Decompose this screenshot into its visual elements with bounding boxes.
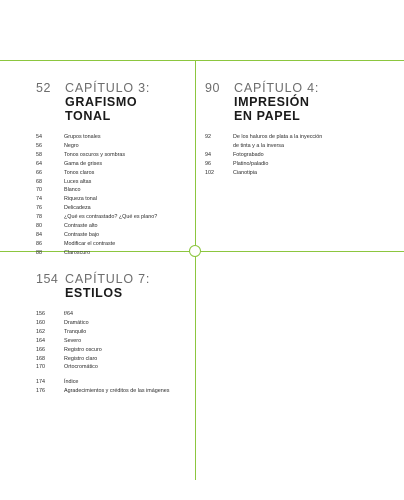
toc-entry-title: Cianotipia: [233, 169, 257, 176]
toc-page-number: 84: [36, 231, 42, 238]
toc-entry: [36, 240, 186, 249]
toc-page-number: 94: [205, 151, 211, 158]
toc-entry: [36, 249, 186, 258]
toc-page-number: 164: [36, 337, 45, 344]
toc-entry: [36, 169, 186, 178]
toc-entry-title: Agradecimientos y créditos de las imágenes: [64, 388, 170, 395]
toc-entry: [205, 169, 375, 178]
toc-entry: [36, 178, 186, 187]
toc-page-number: [205, 142, 233, 151]
toc-entry: [36, 151, 186, 160]
toc-entry-title: Platino/paladio: [233, 160, 269, 167]
chapter-title: ESTILOS: [65, 286, 123, 300]
toc-entry-title: Claroscuro: [64, 249, 91, 256]
chapter-title: GRAFISMO TONAL: [65, 95, 138, 123]
toc-page-number: 162: [36, 328, 45, 335]
toc-entry-title: Gama de grises: [64, 160, 103, 167]
toc-entry-title: Tonos oscuros y sombras: [64, 151, 126, 158]
toc-entry: [36, 310, 186, 319]
toc-page-number: 168: [36, 355, 45, 362]
top-rule: [0, 60, 404, 61]
toc-entry-title: Tonos claros: [64, 169, 95, 176]
toc-entry-title: Severo: [64, 337, 82, 344]
chapter-label: CAPÍTULO 3:: [65, 81, 151, 95]
toc-page-number: 64: [36, 160, 42, 167]
toc-entry: [205, 151, 375, 160]
center-rule: [195, 60, 196, 480]
toc-entry: [36, 363, 186, 372]
toc-entry: [36, 142, 186, 151]
toc-page-number: 96: [205, 160, 211, 167]
chapter-label: CAPÍTULO 7:: [65, 272, 151, 286]
toc-page-number: 70: [36, 187, 42, 194]
chapter-4: [205, 81, 375, 178]
toc-entry-title: Blanco: [64, 187, 81, 194]
chapter-number: 52: [36, 81, 51, 95]
toc-page-number: 76: [36, 205, 42, 212]
toc-page-number: 88: [36, 249, 42, 256]
toc-entry: [205, 133, 375, 142]
toc-entry: [36, 160, 186, 169]
toc-entry-title: Índice: [64, 379, 79, 386]
toc-list: [36, 133, 186, 258]
toc-page-number: 170: [36, 364, 45, 371]
toc-entry-title: Riqueza tonal: [64, 196, 97, 203]
toc-entry-title: Registro claro: [64, 355, 98, 362]
chapter-number: 90: [205, 81, 220, 95]
toc-page-number: 176: [36, 388, 45, 395]
toc-entry-title: f/64: [64, 311, 73, 317]
toc-page-number: 66: [36, 169, 42, 176]
chapter-title: IMPRESIÓN EN PAPEL: [234, 95, 310, 123]
toc-page-number: 58: [36, 151, 42, 158]
toc-entry: [36, 346, 186, 355]
toc-page-number: 160: [36, 319, 45, 326]
toc-entry-title: Ortocromático: [64, 364, 98, 371]
toc-entry-title: Dramático: [64, 319, 89, 326]
toc-page-number: 54: [36, 134, 42, 140]
toc-entry-title: Delicadeza: [64, 205, 91, 212]
toc-entry: [36, 387, 186, 396]
toc-entry-title: Registro oscuro: [64, 346, 102, 353]
toc-page-number: 156: [36, 311, 45, 317]
toc-entry: [36, 133, 186, 142]
toc-list: [36, 310, 186, 396]
toc-list: [205, 133, 375, 178]
toc-entry: [205, 160, 375, 169]
chapter-number: 154: [36, 272, 59, 286]
toc-entry: [36, 213, 186, 222]
toc-entry: [36, 222, 186, 231]
registration-circle: [189, 245, 201, 257]
toc-entry-title: de tinta y a la inversa: [233, 142, 284, 149]
toc-page-number: 92: [205, 134, 211, 140]
chapter-label: CAPÍTULO 4:: [234, 81, 320, 95]
toc-entry-title: ¿Qué es contrastado? ¿Qué es plano?: [64, 214, 158, 221]
toc-page-number: 78: [36, 214, 42, 221]
toc-page-number: 80: [36, 223, 42, 230]
toc-entry-title: Tranquilo: [64, 328, 87, 335]
toc-entry-title: Grupos tonales: [64, 134, 101, 140]
toc-page-number: 56: [36, 142, 42, 149]
toc-entry-title: De los haluros de plata a la inyección: [233, 134, 323, 140]
toc-page-number: 102: [205, 169, 214, 176]
toc-entry-title: Contraste bajo: [64, 231, 100, 238]
chapter-7: [36, 272, 186, 396]
toc-entry-title: Negro: [64, 142, 79, 149]
toc-page-number: 68: [36, 178, 42, 185]
toc-entry-title: Luces altas: [64, 178, 92, 185]
toc-entry: [36, 355, 186, 364]
toc-page-number: 166: [36, 346, 45, 353]
toc-entry: [36, 231, 186, 240]
toc-entry-title: Fotograbado: [233, 151, 264, 158]
toc-entry-title: Contraste alto: [64, 223, 98, 230]
toc-entry: [36, 319, 186, 328]
toc-entry: [205, 142, 375, 151]
toc-entry: [36, 337, 186, 346]
toc-page-number: 174: [36, 379, 45, 386]
toc-page-number: 86: [36, 240, 42, 247]
toc-page-number: 74: [36, 196, 42, 203]
toc-entry-title: Modificar el contraste: [64, 240, 116, 247]
chapter-3: [36, 81, 186, 258]
toc-entry: [36, 328, 186, 337]
toc-entry: [36, 186, 186, 195]
toc-entry: [36, 378, 186, 387]
toc-entry: [36, 195, 186, 204]
toc-entry: [36, 204, 186, 213]
